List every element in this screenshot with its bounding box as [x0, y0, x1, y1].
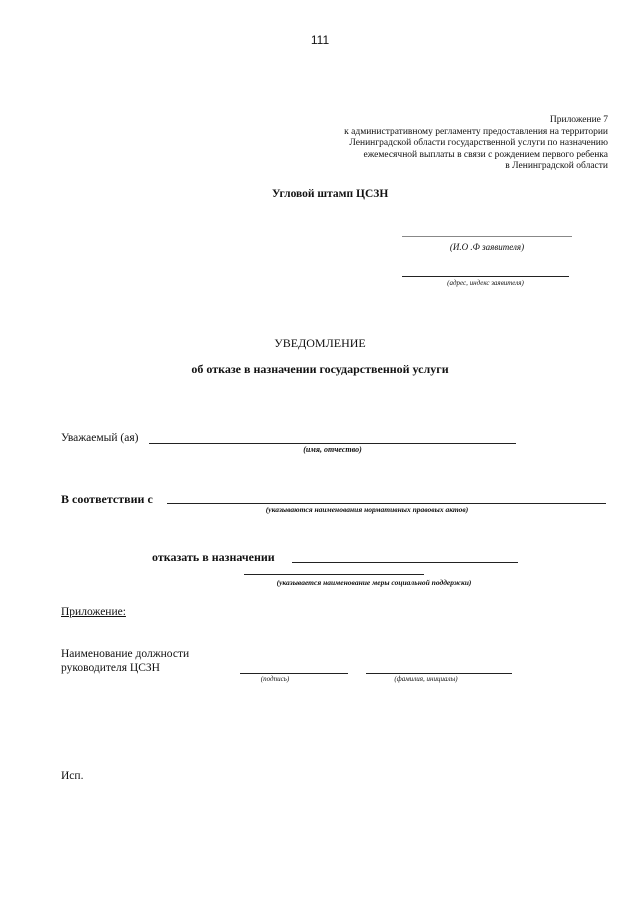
attachment-label: Приложение:	[61, 606, 126, 618]
appendix-header	[308, 115, 608, 173]
applicant-name-line	[402, 236, 572, 237]
document-subtitle: об отказе в назначении государственной услуги	[191, 362, 449, 376]
signatory-position-line2: руководителя ЦСЗН	[61, 662, 160, 674]
refuse-line	[292, 562, 518, 563]
page-number: 111	[310, 33, 330, 47]
accordance-line	[167, 503, 606, 504]
signature-caption: (подпись)	[260, 675, 290, 683]
refuse-caption: (указывается наименование меры социальной поддержки)	[276, 578, 472, 587]
accordance-label: В соответствии с	[61, 492, 153, 506]
signatory-name-caption: (фамилия, инициалы)	[394, 675, 458, 683]
applicant-name-caption: (И.О .Ф заявителя)	[449, 242, 525, 252]
refuse-label: отказать в назначении	[152, 550, 275, 564]
refuse-subline	[244, 574, 424, 575]
corner-stamp-label: Угловой штамп ЦСЗН	[272, 188, 389, 200]
appendix-line: Приложение 7	[549, 115, 608, 125]
greeting-line	[149, 443, 516, 444]
appendix-line: Ленинградской области государственной услуги по назначению	[349, 138, 608, 148]
accordance-caption: (указываются наименования нормативных правовых актов)	[265, 505, 469, 514]
signature-line	[240, 673, 348, 674]
appendix-line: в Ленинградской области	[505, 161, 608, 171]
signatory-name-line	[366, 673, 512, 674]
applicant-address-line	[402, 276, 569, 277]
appendix-line: ежемесячной выплаты в связи с рождением первого ребенка	[363, 149, 608, 160]
greeting-caption: (имя, отчество)	[303, 445, 362, 454]
executor-label: Исп.	[61, 770, 84, 782]
applicant-address-caption: (адрес, индекс заявителя)	[447, 279, 524, 287]
document-title: УВЕДОМЛЕНИЕ	[274, 336, 366, 350]
greeting-label: Уважаемый (ая)	[61, 432, 139, 444]
appendix-line: к административному регламенту предоставления на территории	[344, 126, 608, 137]
signatory-position-line1: Наименование должности	[61, 648, 190, 660]
